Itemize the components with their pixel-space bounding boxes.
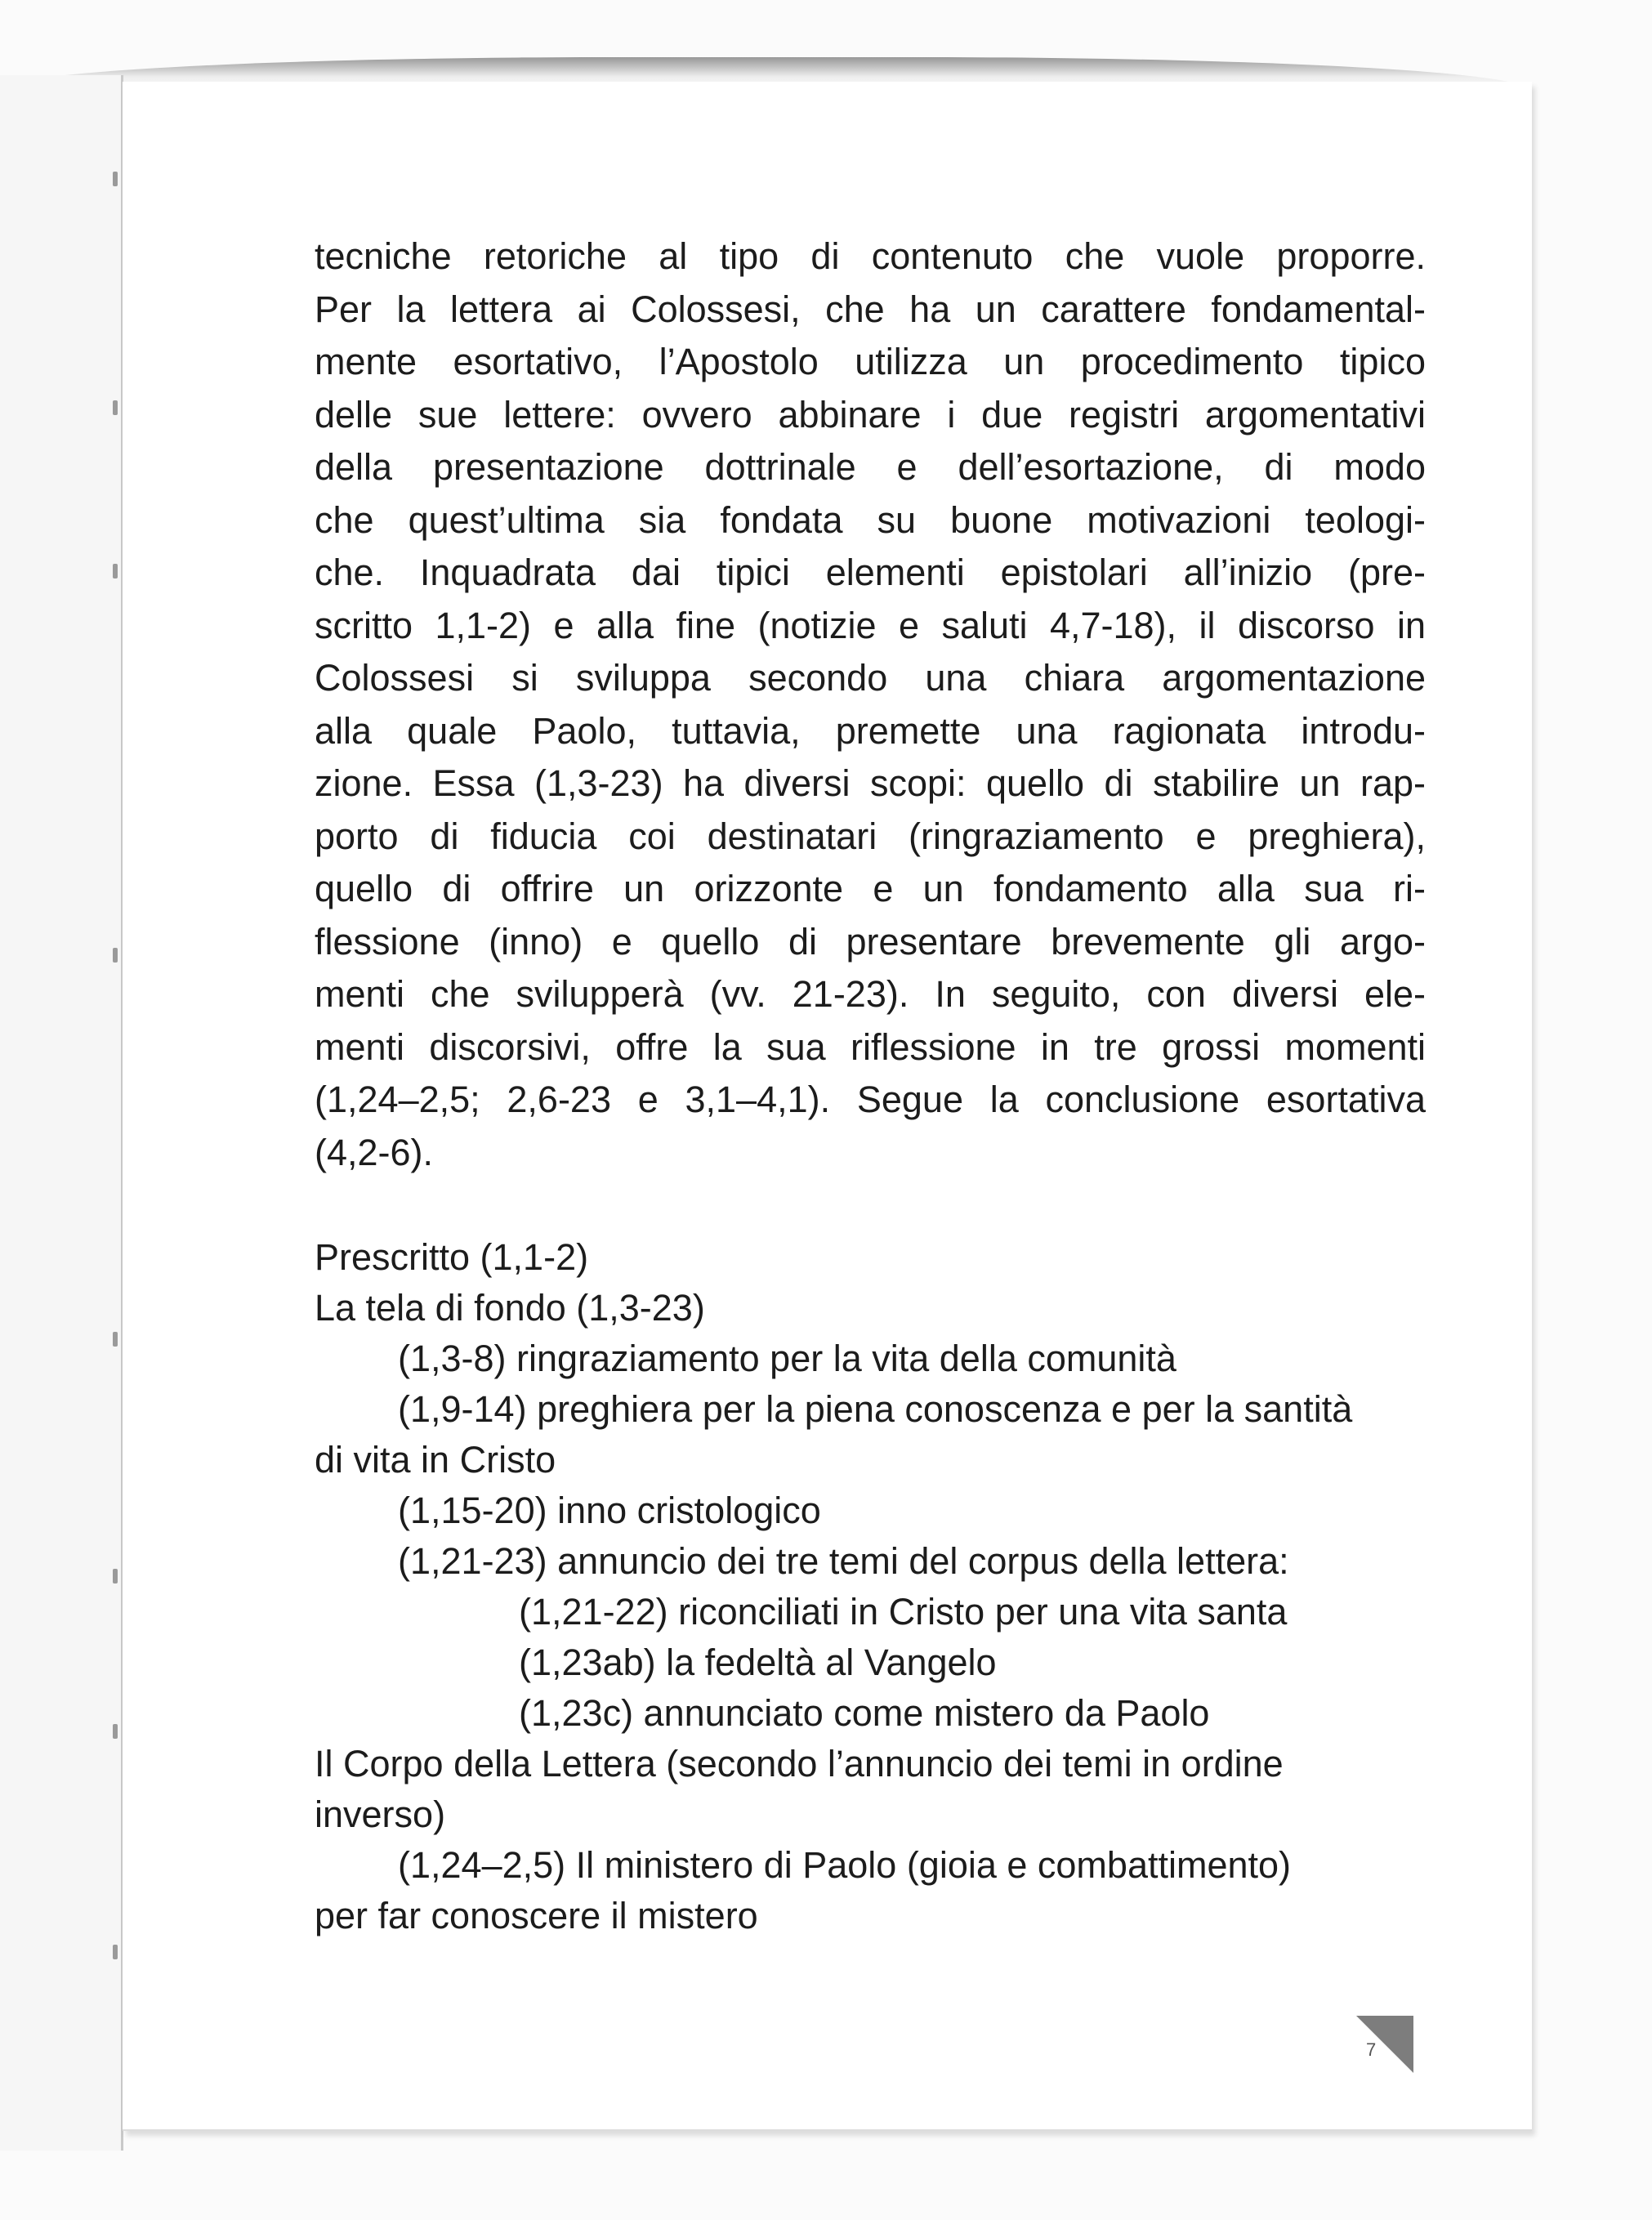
structure-outline	[315, 1232, 1426, 1941]
paragraph-line: (4,2-6).	[315, 1131, 434, 1173]
binding-stitch	[113, 400, 118, 415]
outline-corpo-lettera: Il Corpo della Lettera (secondo l’annuncio dei temi in ordine	[315, 1743, 1284, 1784]
outline-riconciliati: (1,21-22) riconciliati in Cristo per una vita santa	[519, 1591, 1288, 1633]
paragraph-line: Per la lettera ai Colossesi, che ha un carattere fondamental-	[315, 288, 1426, 330]
page-corner-triangle-icon	[1356, 2016, 1413, 2073]
outline-inno: (1,15-20) inno cristologico	[398, 1490, 821, 1531]
binding-stitch	[113, 1724, 118, 1739]
page-number: 7	[1366, 2039, 1377, 2060]
paragraph-line: menti che svilupperà (vv. 21-23). In seguito, con diversi ele-	[315, 973, 1426, 1015]
outline-ministero-cont: per far conoscere il mistero	[315, 1895, 758, 1936]
paragraph-line: alla quale Paolo, tuttavia, premette una ragionata introdu-	[315, 709, 1426, 752]
binding-stitch	[113, 1569, 118, 1583]
outline-prescritto: Prescritto (1,1-2)	[315, 1236, 589, 1278]
paragraph	[315, 230, 1426, 1179]
paragraph-line: flessione (inno) e quello di presentare brevemente gli argo-	[315, 920, 1426, 963]
body-paragraph	[315, 230, 1426, 1179]
outline-ministero: (1,24–2,5) Il ministero di Paolo (gioia e combattimento)	[398, 1844, 1292, 1886]
outline-tela-di-fondo: La tela di fondo (1,3-23)	[315, 1287, 705, 1329]
outline-corpo-lettera-cont: inverso)	[315, 1793, 446, 1835]
outline-preghiera: (1,9-14) preghiera per la piena conoscenza e per la santità	[398, 1388, 1353, 1430]
paragraph-line: mente esortativo, l’Apostolo utilizza un procedimento tipico	[315, 341, 1426, 382]
facing-page-edge	[0, 75, 123, 2151]
binding-stitch	[113, 1945, 118, 1959]
paragraph-line: zione. Essa (1,3-23) ha diversi scopi: quello di stabilire un rap-	[315, 762, 1426, 804]
outline-annuncio: (1,21-23) annuncio dei tre temi del corpus della lettera:	[398, 1540, 1289, 1582]
paragraph-line: che. Inquadrata dai tipici elementi epistolari all’inizio (pre-	[315, 552, 1426, 593]
outline-annunciato: (1,23c) annunciato come mistero da Paolo	[519, 1692, 1210, 1734]
paragraph-line: menti discorsivi, offre la sua riflessione in tre grossi momenti	[315, 1025, 1426, 1068]
binding-stitch	[113, 948, 118, 963]
paragraph-line: porto di fiducia coi destinatari (ringraziamento e preghiera),	[315, 815, 1426, 857]
paragraph-line: delle sue lettere: ovvero abbinare i due registri argomentativi	[315, 393, 1426, 436]
paragraph-line: Colossesi si sviluppa secondo una chiara argomentazione	[315, 657, 1426, 699]
paragraph-line: della presentazione dottrinale e dell’esortazione, di modo	[315, 446, 1426, 488]
binding-stitch	[113, 564, 118, 578]
paragraph-line: scritto 1,1-2) e alla fine (notizie e saluti 4,7-18), il discorso in	[315, 604, 1426, 646]
paragraph-line: (1,24–2,5; 2,6-23 e 3,1–4,1). Segue la conclusione esortativa	[315, 1079, 1426, 1120]
outline-ringraziamento: (1,3-8) ringraziamento per la vita della comunità	[398, 1338, 1176, 1379]
paragraph-line: tecniche retoriche al tipo di contenuto che vuole proporre.	[315, 235, 1426, 277]
binding-stitch	[113, 1332, 118, 1347]
outline-fedelta: (1,23ab) la fedeltà al Vangelo	[519, 1642, 997, 1683]
binding-stitch	[113, 172, 118, 186]
paragraph-line: quello di offrire un orizzonte e un fondamento alla sua ri-	[315, 868, 1426, 909]
outline-preghiera-cont: di vita in Cristo	[315, 1439, 556, 1481]
paragraph-line: che quest’ultima sia fondata su buone motivazioni teologi-	[315, 498, 1426, 541]
